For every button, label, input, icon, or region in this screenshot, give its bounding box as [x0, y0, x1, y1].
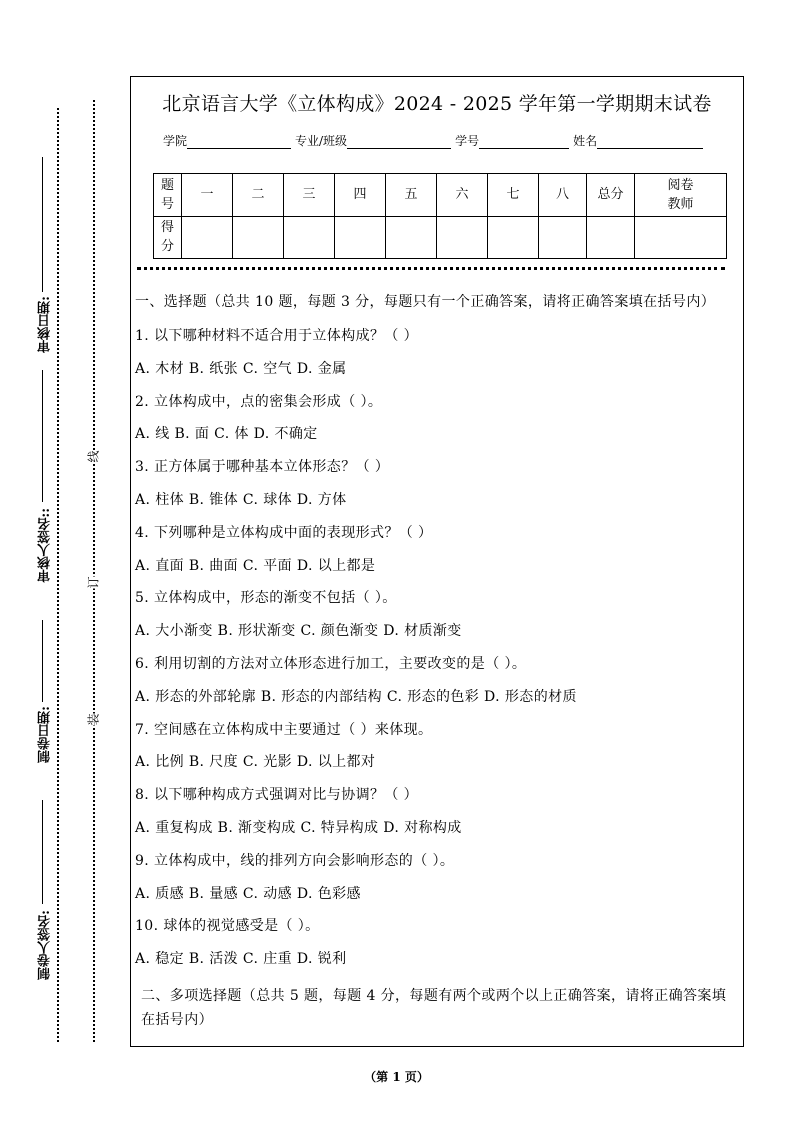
- college-field[interactable]: [187, 135, 291, 149]
- score-head: 得 分: [154, 216, 182, 259]
- question-text: 10. 球体的视觉感受是（ ）。: [135, 918, 320, 935]
- col-head: 七: [488, 174, 539, 217]
- question-options: A. 直面 B. 曲面 C. 平面 D. 以上都是: [135, 557, 376, 574]
- auditor-sign-line: [42, 370, 43, 502]
- question-text: 5. 立体构成中，形态的渐变不包括（ ）。: [135, 590, 397, 607]
- section-divider: [137, 267, 725, 270]
- sign-dotted-line: [57, 108, 59, 1042]
- question-text: 9. 立体构成中，线的排列方向会影响形态的（ ）。: [135, 852, 455, 869]
- score-cell[interactable]: [182, 216, 233, 259]
- maker-sign-line: [42, 800, 43, 904]
- section-1-heading: 一、选择题（总共 10 题，每题 3 分，每题只有一个正确答案，请将正确答案填在括号内）: [135, 294, 716, 310]
- col-head-total: 总分: [587, 174, 635, 217]
- question-options: A. 质感 B. 量感 C. 动感 D. 色彩感: [135, 885, 361, 902]
- col-head: 八: [539, 174, 587, 217]
- audit-date-line: [42, 157, 43, 292]
- score-cell[interactable]: [284, 216, 335, 259]
- student-info-row: [163, 132, 723, 149]
- auditor-sign-label: 审核人签名::: [38, 508, 53, 583]
- score-cell[interactable]: [437, 216, 488, 259]
- score-cell-total[interactable]: [587, 216, 635, 259]
- maker-date-line: [42, 620, 43, 702]
- exam-title: 北京语言大学《立体构成》2024 - 2025 学年第一学期期末试卷: [162, 93, 712, 115]
- exam-frame: [130, 76, 744, 1047]
- score-cell[interactable]: [386, 216, 437, 259]
- grader-cell[interactable]: [635, 216, 727, 259]
- question-options: A. 大小渐变 B. 形状渐变 C. 颜色渐变 D. 材质渐变: [135, 623, 462, 640]
- question-options: A. 线 B. 面 C. 体 D. 不确定: [135, 426, 318, 443]
- question-text: 6. 利用切割的方法对立体形态进行加工，主要改变的是（ ）。: [135, 655, 527, 672]
- question-options: A. 比例 B. 尺度 C. 光影 D. 以上都对: [135, 754, 376, 771]
- grader-head: 阅卷 教师: [635, 174, 727, 217]
- question-text: 3. 正方体属于哪种基本立体形态？（ ）: [135, 459, 390, 476]
- exam-body: [135, 290, 739, 1032]
- student-id-label: 学号: [455, 134, 480, 148]
- score-cell[interactable]: [488, 216, 539, 259]
- col-head: 三: [284, 174, 335, 217]
- major-class-label: 专业/班级: [295, 134, 348, 148]
- maker-date-label: 制卷日期:: [38, 706, 53, 763]
- binding-char-bind: 装: [83, 713, 104, 725]
- binding-char-line: 线: [83, 450, 104, 462]
- score-table-header-row: [154, 174, 727, 217]
- col-head: 六: [437, 174, 488, 217]
- col-head: 四: [335, 174, 386, 217]
- page-number: （第 1 页）: [364, 1070, 429, 1084]
- major-class-field[interactable]: [347, 135, 451, 149]
- question-text: 2. 立体构成中，点的密集会形成（ ）。: [135, 393, 383, 410]
- col-head: 五: [386, 174, 437, 217]
- score-cell[interactable]: [335, 216, 386, 259]
- audit-date-label: 审核日期:: [38, 296, 53, 353]
- col-head: 二: [233, 174, 284, 217]
- score-cell[interactable]: [233, 216, 284, 259]
- question-options: A. 木材 B. 纸张 C. 空气 D. 金属: [135, 360, 347, 377]
- question-text: 7. 空间感在立体构成中主要通过（ ）来体现。: [135, 721, 433, 738]
- college-label: 学院: [163, 134, 188, 148]
- question-text: 1. 以下哪种材料不适合用于立体构成？（ ）: [135, 328, 419, 344]
- binding-dotted-line: [93, 100, 95, 1042]
- name-label: 姓名: [573, 134, 598, 148]
- score-table-score-row: [154, 216, 727, 259]
- name-field[interactable]: [597, 135, 703, 149]
- question-options: A. 稳定 B. 活泼 C. 庄重 D. 锐利: [135, 951, 347, 968]
- section-2-heading: 二、多项选择题（总共 5 题，每题 4 分，每题有两个或两个以上正确答案，请将正确答案填在括号内）: [141, 987, 727, 1028]
- col-head: 一: [182, 174, 233, 217]
- score-table: [153, 173, 727, 259]
- question-text: 8. 以下哪种构成方式强调对比与协调？（ ）: [135, 787, 419, 804]
- score-cell[interactable]: [539, 216, 587, 259]
- question-options: A. 重复构成 B. 渐变构成 C. 特异构成 D. 对称构成: [135, 819, 462, 836]
- student-id-field[interactable]: [479, 135, 569, 149]
- question-number-head: 题 号: [154, 174, 182, 217]
- question-options: A. 柱体 B. 锥体 C. 球体 D. 方体: [135, 491, 347, 508]
- question-text: 4. 下列哪种是立体构成中面的表现形式？（ ）: [135, 524, 433, 541]
- question-options: A. 形态的外部轮廓 B. 形态的内部结构 C. 形态的色彩 D. 形态的材质: [135, 688, 577, 705]
- binding-char-staple: 订: [83, 576, 104, 588]
- maker-sign-label: 制卷人签名:: [38, 910, 53, 980]
